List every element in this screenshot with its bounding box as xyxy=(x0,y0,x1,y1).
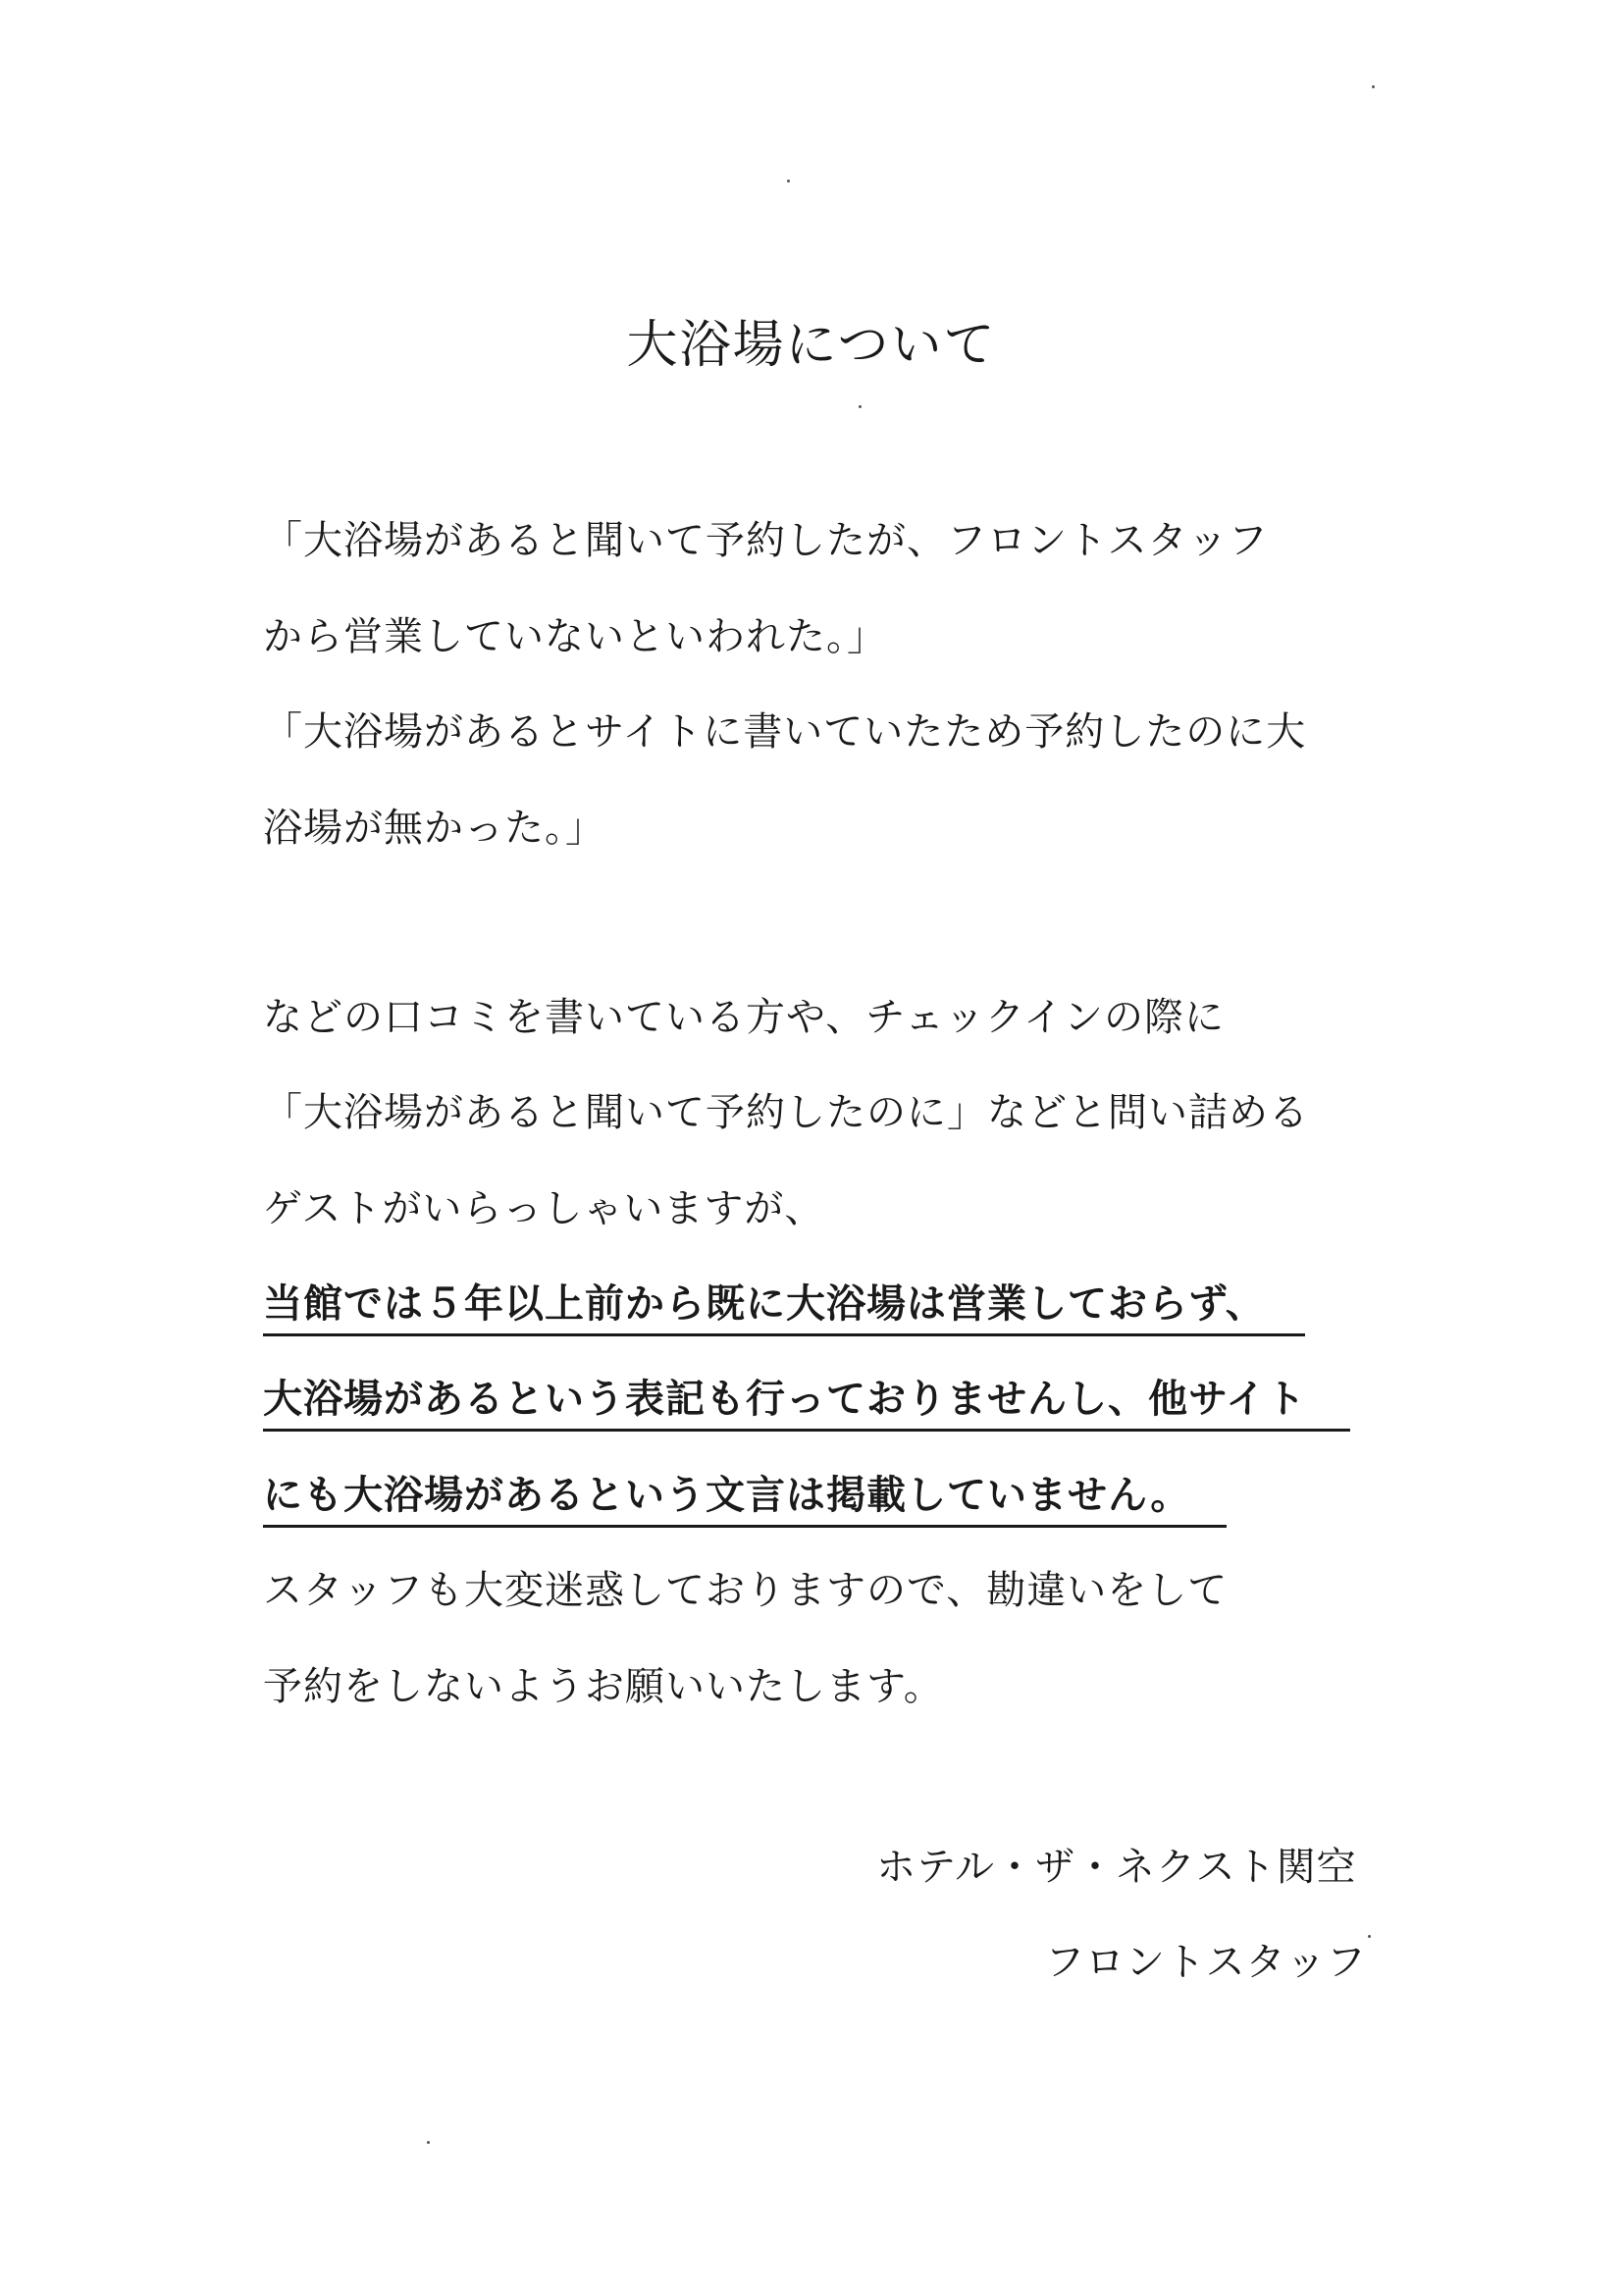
scan-speck xyxy=(787,180,790,183)
body-line: などの口コミを書いている方や、チェックインの際に xyxy=(263,995,1225,1040)
scan-speck xyxy=(859,405,862,408)
quote-line: 「大浴場があるとサイトに書いていたため予約したのに大 xyxy=(263,709,1307,755)
signature-hotel: ホテル・ザ・ネクスト関空 xyxy=(876,1845,1357,1890)
emphasis-line: 当館では５年以上前から既に大浴場は営業しておらず、 xyxy=(263,1281,1266,1327)
emphasis-line: にも大浴場があるという文言は掲載していません。 xyxy=(263,1473,1191,1518)
scan-speck xyxy=(1372,85,1375,88)
emphasis-underline xyxy=(263,1333,1305,1336)
body-line: 「大浴場があると聞いて予約したのに」などと問い詰める xyxy=(263,1090,1309,1135)
page-title: 大浴場について xyxy=(626,316,997,375)
closing-line: 予約をしないようお願いいたします。 xyxy=(263,1664,944,1709)
emphasis-underline xyxy=(263,1429,1350,1432)
quote-line: から営業していないといわれた。」 xyxy=(263,614,887,659)
emphasis-line: 大浴場があるという表記も行っておりませんし、他サイト xyxy=(263,1377,1307,1422)
scan-speck xyxy=(427,2141,430,2144)
body-line: ゲストがいらっしゃいますが、 xyxy=(263,1186,825,1231)
quote-line: 浴場が無かった。」 xyxy=(263,806,605,851)
emphasis-underline xyxy=(263,1525,1227,1528)
quote-line: 「大浴場があると聞いて予約したが、フロントスタッフ xyxy=(263,518,1269,563)
signature-department: フロントスタッフ xyxy=(1045,1940,1367,1985)
closing-line: スタッフも大変迷惑しておりますので、勘違いをして xyxy=(263,1568,1229,1613)
scan-speck xyxy=(1368,1935,1371,1938)
